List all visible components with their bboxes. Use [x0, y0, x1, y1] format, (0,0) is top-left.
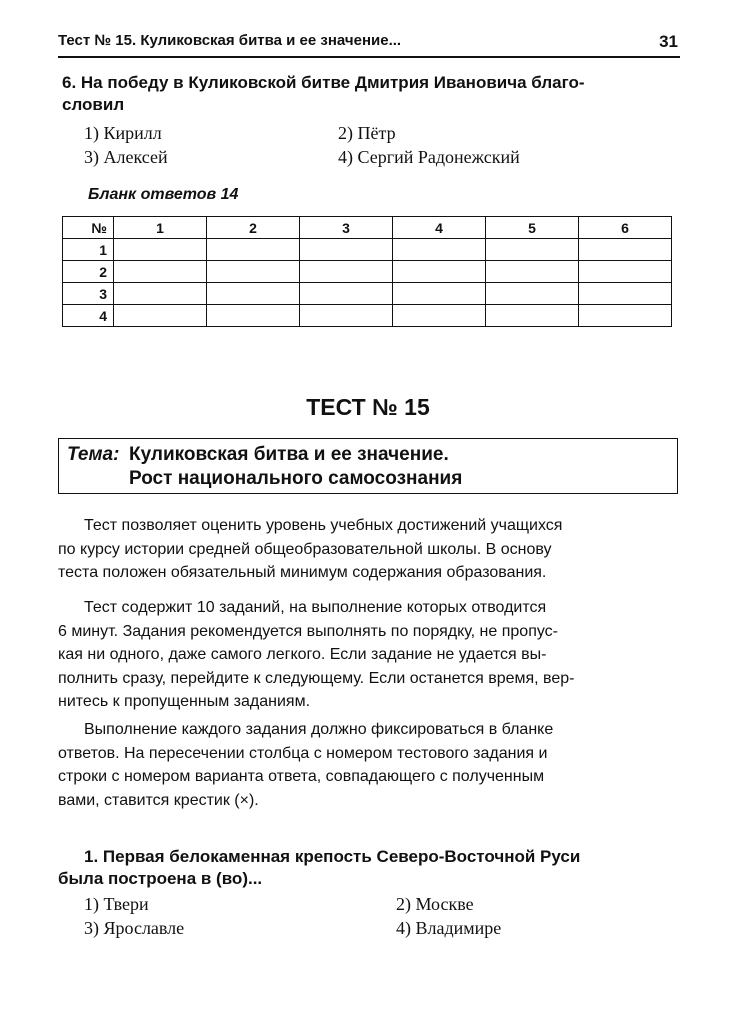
- answer-cell[interactable]: [393, 283, 486, 305]
- question-6-text: [62, 72, 678, 116]
- test-title: ТЕСТ № 15: [306, 394, 430, 420]
- intro-paragraph-2: [58, 596, 676, 714]
- answer-cell[interactable]: [579, 283, 672, 305]
- answer-row-label: 3: [63, 283, 114, 305]
- paragraph-line: Тест позволяет оценить уровень учебных достижений учащихся: [84, 517, 563, 534]
- answer-table-row: [63, 283, 672, 305]
- topic-line: Куликовская битва и ее значение.: [129, 444, 449, 465]
- question-6-line: словил: [62, 95, 125, 114]
- answer-cell[interactable]: [393, 239, 486, 261]
- answer-cell[interactable]: [207, 239, 300, 261]
- answer-sheet-table: [62, 216, 672, 327]
- answer-cell[interactable]: [486, 283, 579, 305]
- topic-line: Рост национального самосознания: [129, 468, 463, 489]
- answer-cell[interactable]: [207, 305, 300, 327]
- answer-row-label: 4: [63, 305, 114, 327]
- topic-label: Тема:: [67, 444, 120, 465]
- running-header: [58, 32, 678, 54]
- answer-table-header-cell: 3: [300, 217, 393, 239]
- question-1-text: [58, 846, 678, 890]
- answer-table-row: [63, 305, 672, 327]
- question-1-option-1: 1) Твери: [84, 894, 149, 914]
- paragraph-line: ответов. На пересечении столбца с номером тестового задания и: [58, 744, 548, 762]
- answer-table-header-cell: 6: [579, 217, 672, 239]
- answer-table-header-row: [63, 217, 672, 239]
- running-title: Тест № 15. Куликовская битва и ее значение...: [58, 32, 402, 49]
- question-6-option-4: 4) Сергий Радонежский: [338, 147, 520, 167]
- paragraph-line: Тест содержит 10 заданий, на выполнение которых отводится: [84, 599, 547, 616]
- answer-table-header-cell: 4: [393, 217, 486, 239]
- paragraph-line: 6 минут. Задания рекомендуется выполнять по порядку, не пропус-: [58, 622, 558, 640]
- answer-cell[interactable]: [579, 239, 672, 261]
- page-number: 31: [659, 32, 678, 51]
- paragraph-line: теста положен обязательный минимум содержания образования.: [58, 564, 547, 581]
- answer-table-row: [63, 261, 672, 283]
- answer-row-label: 1: [63, 239, 114, 261]
- question-1-option-3: 3) Ярославле: [84, 918, 185, 938]
- paragraph-line: Выполнение каждого задания должно фиксироваться в бланке: [84, 721, 554, 738]
- answer-sheet-title: Бланк ответов 14: [88, 186, 239, 203]
- intro-paragraph-1: [58, 514, 676, 585]
- answer-cell[interactable]: [114, 305, 207, 327]
- question-1-option-4: 4) Владимире: [396, 918, 502, 938]
- answer-cell[interactable]: [486, 305, 579, 327]
- answer-cell[interactable]: [114, 261, 207, 283]
- paragraph-line: полнить сразу, перейдите к следующему. Если останется время, вер-: [58, 669, 575, 687]
- answer-table-header-cell: 2: [207, 217, 300, 239]
- question-6-option-3: 3) Алексей: [84, 147, 168, 167]
- intro-paragraph-3: [58, 718, 676, 812]
- paragraph-line: вами, ставится крестик (×).: [58, 791, 259, 809]
- answer-cell[interactable]: [393, 261, 486, 283]
- question-1-line: 1. Первая белокаменная крепость Северо-Восточной Руси: [84, 847, 581, 866]
- question-1-line: была построена в (во)...: [58, 869, 263, 888]
- answer-cell[interactable]: [207, 283, 300, 305]
- answer-table-row: [63, 239, 672, 261]
- paragraph-line: кая ни одного, даже самого легкого. Если задание не удается вы-: [58, 646, 547, 663]
- question-1-option-2: 2) Москве: [396, 894, 474, 914]
- paragraph-line: нитесь к пропущенным заданиям.: [58, 693, 311, 710]
- header-rule: [58, 56, 680, 58]
- answer-cell[interactable]: [393, 305, 486, 327]
- answer-cell[interactable]: [300, 261, 393, 283]
- answer-table-header-cell: 1: [114, 217, 207, 239]
- question-6-option-1: 1) Кирилл: [84, 123, 162, 143]
- answer-cell[interactable]: [579, 261, 672, 283]
- paragraph-line: строки с номером варианта ответа, совпадающего с полученным: [58, 768, 545, 785]
- answer-row-label: 2: [63, 261, 114, 283]
- question-6-option-2: 2) Пётр: [338, 123, 396, 143]
- answer-cell[interactable]: [114, 239, 207, 261]
- answer-table-header-cell: №: [63, 217, 114, 239]
- topic-box: [58, 438, 678, 494]
- answer-cell[interactable]: [486, 261, 579, 283]
- answer-cell[interactable]: [300, 239, 393, 261]
- answer-cell[interactable]: [486, 239, 579, 261]
- question-6-line: 6. На победу в Куликовской битве Дмитрия Ивановича благо-: [62, 73, 585, 92]
- answer-table-header-cell: 5: [486, 217, 579, 239]
- answer-cell[interactable]: [114, 283, 207, 305]
- answer-cell[interactable]: [300, 283, 393, 305]
- paragraph-line: по курсу истории средней общеобразовательной школы. В основу: [58, 540, 552, 558]
- answer-cell[interactable]: [300, 305, 393, 327]
- answer-cell[interactable]: [207, 261, 300, 283]
- answer-cell[interactable]: [579, 305, 672, 327]
